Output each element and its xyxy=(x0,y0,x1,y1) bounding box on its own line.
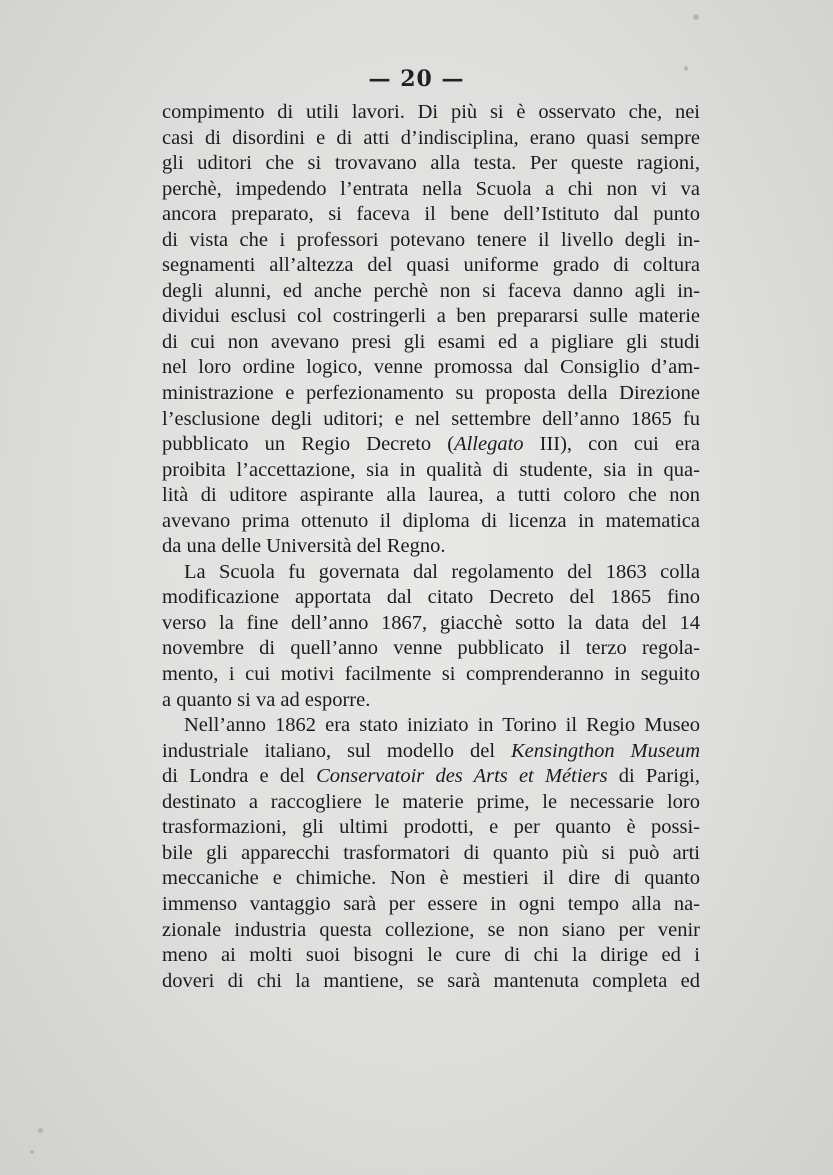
text-line xyxy=(162,228,700,254)
paper-speck xyxy=(693,14,699,20)
text-line xyxy=(162,969,700,995)
text-segment: bile gli apparecchi trasformatori di quanto più si può arti xyxy=(162,841,700,864)
text-line xyxy=(162,866,700,892)
text-segment: di cui non avevano presi gli esami ed a pigliare gli studi xyxy=(162,330,700,353)
text-line xyxy=(162,662,700,688)
text-line xyxy=(162,126,700,152)
text-line xyxy=(162,279,700,305)
page-number: — 20 — xyxy=(368,66,465,92)
text-line xyxy=(162,560,700,586)
text-segment: industriale italiano, sul modello del xyxy=(162,739,511,762)
text-line xyxy=(162,483,700,509)
italic-text: Conservatoir des Arts et Métiers xyxy=(316,765,608,788)
paper-speck xyxy=(38,1128,43,1133)
paper-speck xyxy=(30,1150,34,1154)
text-line xyxy=(162,509,700,535)
text-segment: immenso vantaggio sarà per essere in ogni tempo alla na- xyxy=(162,892,700,915)
text-line xyxy=(162,585,700,611)
text-segment: proibita l’accettazione, sia in qualità di studente, sia in qua- xyxy=(162,458,700,481)
text-line xyxy=(162,790,700,816)
text-segment: dividui esclusi col costringerli a ben prepararsi sulle materie xyxy=(162,305,700,328)
text-segment: verso la fine dell’anno 1867, giacchè sotto la data del 14 xyxy=(162,611,700,634)
text-segment: destinato a raccogliere le materie prime, le necessarie loro xyxy=(162,790,700,813)
text-segment: da una delle Università del Regno. xyxy=(162,535,446,558)
text-line xyxy=(162,713,700,739)
text-segment: a quanto si va ad esporre. xyxy=(162,688,371,711)
text-segment: ministrazione e perfezionamento su proposta della Direzione xyxy=(162,382,700,405)
text-line xyxy=(162,458,700,484)
text-segment: novembre di quell’anno venne pubblicato il terzo regola- xyxy=(162,637,700,660)
text-line xyxy=(162,177,700,203)
text-segment: di vista che i professori potevano tenere il livello degli in- xyxy=(162,228,700,251)
text-line xyxy=(162,355,700,381)
text-line xyxy=(162,739,700,765)
text-segment: di Parigi, xyxy=(607,765,700,788)
text-segment: meno ai molti suoi bisogni le cure di chi la dirige ed i xyxy=(162,944,700,967)
text-line xyxy=(162,636,700,662)
italic-text: Kensingthon Museum xyxy=(510,739,700,762)
text-line xyxy=(162,815,700,841)
text-segment: perchè, impedendo l’entrata nella Scuola a chi non vi va xyxy=(162,177,700,200)
text-line xyxy=(162,202,700,228)
text-line xyxy=(162,534,700,560)
text-segment: III), con cui era xyxy=(523,433,700,456)
text-line xyxy=(162,407,700,433)
text-line xyxy=(162,253,700,279)
text-line xyxy=(162,432,700,458)
text-line xyxy=(162,841,700,867)
text-segment: trasformazioni, gli ultimi prodotti, e per quanto è possi- xyxy=(162,816,700,839)
text-segment: avevano prima ottenuto il diploma di licenza in matematica xyxy=(162,509,700,532)
text-line xyxy=(162,764,700,790)
text-segment: gli uditori che si trovavano alla testa. Per queste ragioni, xyxy=(162,152,700,175)
text-segment: mento, i cui motivi facilmente si comprenderanno in seguito xyxy=(162,663,700,686)
text-segment: modificazione apportata dal citato Decreto del 1865 fino xyxy=(162,586,700,609)
text-segment: degli alunni, ed anche perchè non si faceva danno agli in- xyxy=(162,279,700,302)
text-segment: nel loro ordine logico, venne promossa dal Consiglio d’am- xyxy=(162,356,700,379)
text-segment: La Scuola fu governata dal regolamento del 1863 colla xyxy=(184,560,700,583)
text-line xyxy=(162,304,700,330)
text-segment: casi di disordini e di atti d’indisciplina, erano quasi sempre xyxy=(162,126,700,149)
text-segment: ancora preparato, si faceva il bene dell’Istituto dal punto xyxy=(162,203,700,226)
text-segment: doveri di chi la mantiene, se sarà mantenuta completa ed xyxy=(162,969,700,992)
text-line xyxy=(162,381,700,407)
text-line xyxy=(162,918,700,944)
text-line xyxy=(162,330,700,356)
text-segment: segnamenti all’altezza del quasi uniforme grado di coltura xyxy=(162,254,700,277)
text-segment: pubblicato un Regio Decreto ( xyxy=(162,433,455,456)
text-segment: zionale industria questa collezione, se non siano per venir xyxy=(162,918,700,941)
text-segment: compimento di utili lavori. Di più si è osservato che, nei xyxy=(162,101,700,123)
text-segment: di Londra e del xyxy=(162,765,317,788)
body-text xyxy=(162,100,700,994)
text-line xyxy=(162,892,700,918)
text-line xyxy=(162,688,700,714)
text-segment: l’esclusione degli uditori; e nel settembre dell’anno 1865 fu xyxy=(162,407,700,430)
text-line xyxy=(162,151,700,177)
text-line xyxy=(162,100,700,126)
text-segment: meccaniche e chimiche. Non è mestieri il dire di quanto xyxy=(162,867,700,890)
italic-text: Allegato xyxy=(454,433,524,456)
text-line xyxy=(162,611,700,637)
text-line xyxy=(162,943,700,969)
text-segment: Nell’anno 1862 era stato iniziato in Torino il Regio Museo xyxy=(184,714,700,737)
text-segment: lità di uditore aspirante alla laurea, a tutti coloro che non xyxy=(162,484,700,507)
